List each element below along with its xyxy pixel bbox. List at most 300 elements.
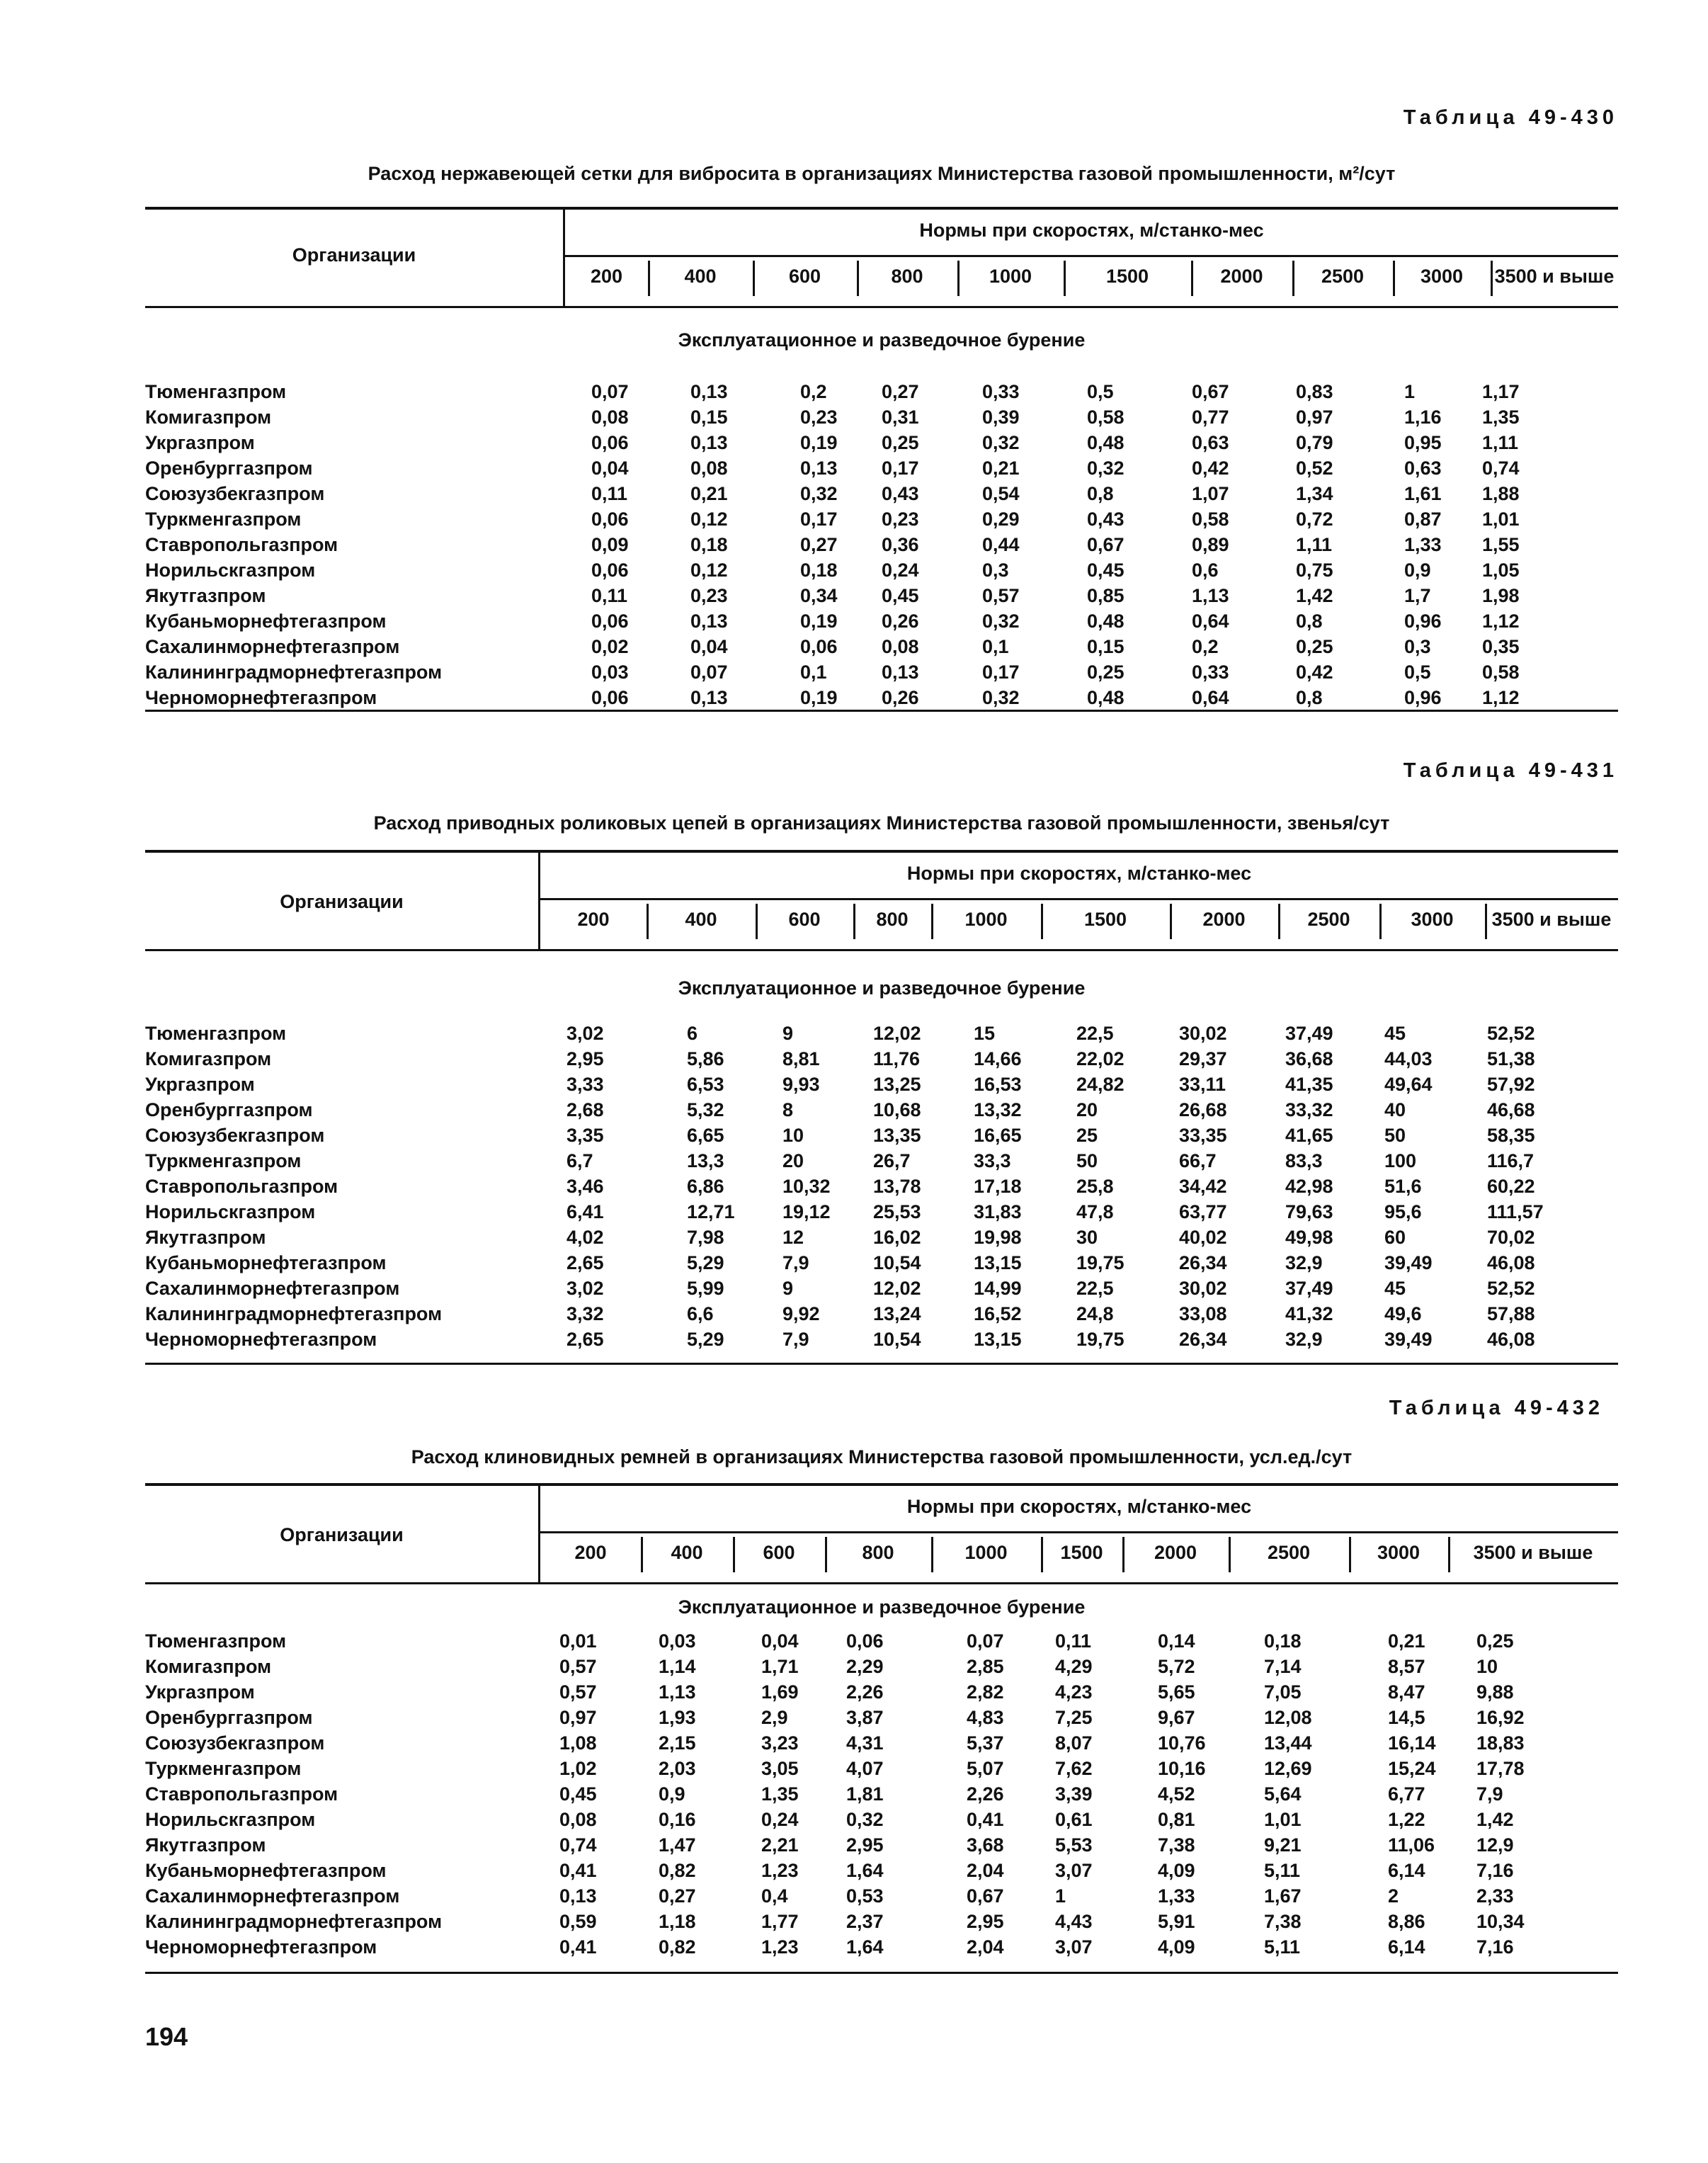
speed-divider	[647, 904, 649, 939]
speed-divider	[853, 904, 855, 939]
table-cell: 7,9	[782, 1252, 809, 1273]
table-cell: 14,5	[1388, 1707, 1425, 1728]
table-cell: 3,23	[761, 1732, 799, 1754]
table-cell: 13,15	[974, 1329, 1022, 1350]
table-cell: 33,11	[1179, 1074, 1226, 1095]
table-cell: 1,67	[1264, 1885, 1302, 1907]
table-cell: 6,14	[1388, 1936, 1425, 1958]
organization-name: Укргазпром	[145, 1074, 255, 1095]
table-cell: 0,15	[690, 407, 728, 428]
table-cell: 0,18	[1264, 1630, 1302, 1652]
speed-header-6: 1500	[1083, 909, 1127, 930]
table-cell: 0,23	[690, 585, 728, 606]
organization-name: Якутгазпром	[145, 1834, 266, 1856]
table-cell: 0,61	[1055, 1809, 1093, 1830]
table-cell: 1,64	[846, 1936, 884, 1958]
table-cell: 58,35	[1487, 1125, 1535, 1146]
table-cell: 0,64	[1192, 687, 1229, 708]
table-cell: 66,7	[1179, 1150, 1217, 1171]
table-cell: 1,93	[659, 1707, 696, 1728]
table-cell: 5,91	[1158, 1911, 1195, 1932]
bottom-rule	[145, 1363, 1618, 1365]
table-cell: 10,16	[1158, 1758, 1206, 1779]
table-cell: 33,08	[1179, 1303, 1227, 1324]
organization-name: Сахалинморнефтегазпром	[145, 1885, 400, 1907]
speed-header-8: 2500	[1267, 1542, 1311, 1563]
speed-header-10: 3500 и выше	[1491, 909, 1612, 930]
table-label: Таблица 49-431	[1403, 759, 1618, 782]
speed-header-2: 400	[671, 1542, 703, 1563]
table-cell: 116,7	[1487, 1150, 1535, 1171]
table-cell: 100	[1384, 1150, 1417, 1171]
table-cell: 3,35	[567, 1125, 604, 1146]
table-cell: 1,61	[1404, 483, 1442, 504]
table-cell: 40	[1384, 1099, 1406, 1120]
organization-name: Якутгазпром	[145, 585, 266, 606]
table-cell: 24,82	[1076, 1074, 1125, 1095]
table-row	[145, 534, 1618, 560]
table-row	[145, 1885, 1618, 1911]
table-cell: 0,06	[800, 636, 838, 657]
organization-name: Калининградморнефтегазпром	[145, 662, 443, 683]
norms-header: Нормы при скоростях, м/станко-мес	[906, 863, 1252, 884]
table-cell: 0,3	[1404, 636, 1431, 657]
table-cell: 1,01	[1482, 509, 1520, 530]
table-cell: 46,08	[1487, 1252, 1535, 1273]
table-cell: 3,07	[1055, 1936, 1093, 1958]
table-row	[145, 407, 1618, 432]
table-cell: 0,87	[1404, 509, 1442, 530]
norms-subrule	[540, 898, 1618, 900]
section-label: Эксплуатационное и разведочное бурение	[678, 1596, 1086, 1618]
table-cell: 3,68	[967, 1834, 1004, 1856]
table-cell: 0,25	[1296, 636, 1333, 657]
speed-divider	[1229, 1537, 1231, 1572]
speed-divider	[641, 1537, 643, 1572]
organization-name: Тюменгазпром	[145, 1630, 287, 1652]
table-cell: 6,7	[567, 1150, 593, 1171]
header-bottom-rule	[145, 949, 1618, 951]
speed-header-7: 2000	[1220, 266, 1263, 287]
organization-name: Ставропольгазпром	[145, 1176, 338, 1197]
table-cell: 0,27	[882, 381, 919, 402]
table-cell: 6,65	[687, 1125, 724, 1146]
table-cell: 60	[1384, 1227, 1406, 1248]
table-cell: 1,05	[1482, 560, 1520, 581]
table-cell: 20	[782, 1150, 804, 1171]
organization-name: Норильскгазпром	[145, 560, 316, 581]
norms-header: Нормы при скоростях, м/станко-мес	[919, 220, 1264, 241]
table-cell: 19,98	[974, 1227, 1022, 1248]
table-cell: 0,21	[690, 483, 728, 504]
organization-name: Ставропольгазпром	[145, 534, 338, 555]
organization-name: Туркменгазпром	[145, 509, 302, 530]
speed-divider	[1448, 1537, 1450, 1572]
table-cell: 2,68	[567, 1099, 604, 1120]
table-cell: 37,49	[1285, 1278, 1333, 1299]
table-cell: 5,86	[687, 1048, 724, 1069]
table-cell: 0,13	[690, 381, 728, 402]
table-row	[145, 611, 1618, 636]
table-cell: 7,9	[1476, 1783, 1503, 1805]
speed-divider	[1292, 261, 1294, 296]
table-cell: 0,29	[982, 509, 1020, 530]
table-cell: 5,72	[1158, 1656, 1195, 1677]
table-cell: 0,11	[591, 585, 628, 606]
table-cell: 0,8	[1296, 611, 1323, 632]
table-cell: 14,99	[974, 1278, 1022, 1299]
table-cell: 10	[782, 1125, 804, 1146]
table-row	[145, 1099, 1618, 1125]
table-cell: 0,21	[982, 458, 1020, 479]
table-cell: 0,57	[559, 1656, 597, 1677]
speed-header-9: 3000	[1420, 266, 1464, 287]
speed-header-1: 200	[590, 266, 623, 287]
table-cell: 0,41	[559, 1936, 597, 1958]
table-cell: 5,29	[687, 1329, 724, 1350]
table-cell: 1,55	[1482, 534, 1520, 555]
table-cell: 4,07	[846, 1758, 884, 1779]
table-label: Таблица 49-430	[1403, 106, 1618, 129]
table-cell: 3,05	[761, 1758, 799, 1779]
table-row	[145, 1732, 1618, 1758]
table-cell: 10,54	[873, 1252, 921, 1273]
table-cell: 0,39	[982, 407, 1020, 428]
table-cell: 9,67	[1158, 1707, 1195, 1728]
table-cell: 26,34	[1179, 1329, 1227, 1350]
table-cell: 49,64	[1384, 1074, 1433, 1095]
table-cell: 0,77	[1192, 407, 1229, 428]
table-cell: 5,32	[687, 1099, 724, 1120]
bottom-rule	[145, 1972, 1618, 1974]
organization-name: Сахалинморнефтегазпром	[145, 636, 400, 657]
table-cell: 1,11	[1296, 534, 1333, 555]
table-cell: 0,5	[1087, 381, 1114, 402]
table-cell: 0,13	[690, 432, 728, 453]
speed-header-2: 400	[684, 266, 717, 287]
table-cell: 0,83	[1296, 381, 1333, 402]
table-row	[145, 636, 1618, 662]
table-cell: 34,42	[1179, 1176, 1227, 1197]
table-cell: 31,83	[974, 1201, 1022, 1222]
table-cell: 2,26	[967, 1783, 1004, 1805]
table-cell: 32,9	[1285, 1252, 1323, 1273]
table-row	[145, 1329, 1618, 1354]
table-row	[145, 1048, 1618, 1074]
table-cell: 9,93	[782, 1074, 820, 1095]
organization-name: Союзузбекгазпром	[145, 1125, 325, 1146]
table-cell: 0,96	[1404, 687, 1442, 708]
speed-header-4: 800	[862, 1542, 894, 1563]
table-cell: 0,17	[882, 458, 919, 479]
table-cell: 0,03	[591, 662, 629, 683]
table-cell: 0,8	[1087, 483, 1114, 504]
table-cell: 0,67	[1192, 381, 1229, 402]
table-cell: 0,74	[559, 1834, 597, 1856]
table-cell: 7,62	[1055, 1758, 1093, 1779]
table-cell: 0,23	[800, 407, 838, 428]
table-cell: 1,18	[659, 1911, 696, 1932]
speed-divider	[756, 904, 758, 939]
table-cell: 7,38	[1264, 1911, 1302, 1932]
table-cell: 19,12	[782, 1201, 831, 1222]
top-rule	[145, 1483, 1618, 1486]
table-cell: 45	[1384, 1278, 1406, 1299]
speed-divider	[1278, 904, 1280, 939]
table-cell: 47,8	[1076, 1201, 1114, 1222]
speed-header-3: 600	[788, 909, 821, 930]
table-cell: 0,64	[1192, 611, 1229, 632]
table-cell: 0,04	[591, 458, 629, 479]
table-cell: 0,58	[1087, 407, 1125, 428]
table-cell: 29,37	[1179, 1048, 1227, 1069]
table-row	[145, 1278, 1618, 1303]
table-cell: 0,63	[1192, 432, 1229, 453]
table-row	[145, 1630, 1618, 1656]
table-row	[145, 1023, 1618, 1048]
table-cell: 7,05	[1264, 1681, 1302, 1703]
table-row	[145, 1834, 1618, 1860]
table-cell: 0,52	[1296, 458, 1333, 479]
table-cell: 0,57	[559, 1681, 597, 1703]
speed-header-7: 2000	[1202, 909, 1246, 930]
table-cell: 13,44	[1264, 1732, 1312, 1754]
table-cell: 0,12	[690, 509, 728, 530]
table-row	[145, 1227, 1618, 1252]
table-cell: 0,32	[846, 1809, 884, 1830]
speed-header-6: 1500	[1060, 1542, 1103, 1563]
table-cell: 0,33	[1192, 662, 1229, 683]
table-cell: 6,53	[687, 1074, 724, 1095]
organization-name: Комигазпром	[145, 1048, 272, 1069]
table-cell: 1	[1404, 381, 1416, 402]
table-cell: 1,81	[846, 1783, 884, 1805]
speed-header-10: 3500 и выше	[1473, 1542, 1593, 1563]
table-row	[145, 1758, 1618, 1783]
table-cell: 4,52	[1158, 1783, 1195, 1805]
table-cell: 5,07	[967, 1758, 1004, 1779]
organization-name: Сахалинморнефтегазпром	[145, 1278, 400, 1299]
table-cell: 0,9	[659, 1783, 685, 1805]
table-cell: 0,5	[1404, 662, 1431, 683]
table-cell: 30,02	[1179, 1023, 1227, 1044]
table-cell: 1,17	[1482, 381, 1520, 402]
table-cell: 3,39	[1055, 1783, 1093, 1805]
table-cell: 0,21	[1388, 1630, 1425, 1652]
table-cell: 0,03	[659, 1630, 696, 1652]
speed-divider	[1064, 261, 1066, 296]
table-cell: 10,68	[873, 1099, 921, 1120]
table-cell: 12,02	[873, 1278, 921, 1299]
top-rule	[145, 207, 1618, 210]
table-cell: 10,32	[782, 1176, 831, 1197]
table-cell: 24,8	[1076, 1303, 1114, 1324]
table-cell: 8,57	[1388, 1656, 1425, 1677]
table-cell: 30	[1076, 1227, 1098, 1248]
table-cell: 0,2	[1192, 636, 1219, 657]
speed-header-2: 400	[685, 909, 717, 930]
table-cell: 111,57	[1487, 1201, 1544, 1222]
table-cell: 0,54	[982, 483, 1020, 504]
table-cell: 2,95	[567, 1048, 604, 1069]
table-cell: 0,23	[882, 509, 919, 530]
table-cell: 8	[782, 1099, 794, 1120]
table-cell: 0,53	[846, 1885, 884, 1907]
organization-name: Норильскгазпром	[145, 1201, 316, 1222]
organization-name: Якутгазпром	[145, 1227, 266, 1248]
table-row	[145, 509, 1618, 534]
table-cell: 0,75	[1296, 560, 1333, 581]
table-cell: 15,24	[1388, 1758, 1436, 1779]
table-cell: 1,34	[1296, 483, 1333, 504]
table-cell: 2,04	[967, 1860, 1004, 1881]
table-cell: 0,58	[1482, 662, 1520, 683]
table-cell: 0,27	[659, 1885, 696, 1907]
table-title: Расход приводных роликовых цепей в организациях Министерства газовой промышленности, звенья/сут	[373, 812, 1390, 834]
table-cell: 0,44	[982, 534, 1020, 555]
table-cell: 12,71	[687, 1201, 735, 1222]
speed-header-3: 600	[763, 1542, 795, 1563]
table-cell: 15	[974, 1023, 996, 1044]
speed-header-8: 2500	[1321, 266, 1365, 287]
table-cell: 13,25	[873, 1074, 921, 1095]
table-cell: 9,21	[1264, 1834, 1302, 1856]
table-cell: 1	[1055, 1885, 1066, 1907]
table-cell: 0,19	[800, 432, 838, 453]
table-cell: 0,32	[800, 483, 838, 504]
table-cell: 2,21	[761, 1834, 799, 1856]
table-cell: 1,88	[1482, 483, 1520, 504]
table-49-432	[145, 1397, 1618, 1977]
table-cell: 3,02	[567, 1278, 604, 1299]
table-row	[145, 687, 1618, 713]
table-cell: 1,64	[846, 1860, 884, 1881]
table-cell: 0,24	[882, 560, 919, 581]
table-cell: 0,08	[882, 636, 919, 657]
table-cell: 0,02	[591, 636, 629, 657]
table-cell: 22,5	[1076, 1023, 1114, 1044]
speed-divider	[1122, 1537, 1125, 1572]
table-cell: 0,33	[982, 381, 1020, 402]
table-cell: 1,07	[1192, 483, 1229, 504]
table-cell: 1,14	[659, 1656, 696, 1677]
organization-name: Калининградморнефтегазпром	[145, 1911, 443, 1932]
table-cell: 0,08	[559, 1809, 597, 1830]
table-cell: 2,95	[846, 1834, 884, 1856]
table-cell: 52,52	[1487, 1023, 1535, 1044]
table-cell: 0,07	[967, 1630, 1004, 1652]
table-cell: 7,25	[1055, 1707, 1093, 1728]
table-cell: 16,92	[1476, 1707, 1525, 1728]
table-cell: 46,08	[1487, 1329, 1535, 1350]
speed-header-8: 2500	[1307, 909, 1350, 930]
table-cell: 0,82	[659, 1936, 696, 1958]
speed-divider	[1349, 1537, 1351, 1572]
table-cell: 0,2	[800, 381, 827, 402]
table-cell: 4,83	[967, 1707, 1004, 1728]
table-cell: 17,18	[974, 1176, 1022, 1197]
table-cell: 1,42	[1476, 1809, 1514, 1830]
table-cell: 33,32	[1285, 1099, 1333, 1120]
speed-divider	[1485, 904, 1487, 939]
table-cell: 11,76	[873, 1048, 921, 1069]
table-cell: 0,41	[967, 1809, 1004, 1830]
table-cell: 0,67	[967, 1885, 1004, 1907]
table-row	[145, 1860, 1618, 1885]
table-cell: 2,15	[659, 1732, 696, 1754]
table-cell: 0,17	[982, 662, 1020, 683]
organization-name: Тюменгазпром	[145, 1023, 287, 1044]
table-cell: 83,3	[1285, 1150, 1323, 1171]
speed-divider	[825, 1537, 827, 1572]
table-cell: 6,86	[687, 1176, 724, 1197]
table-cell: 0,45	[882, 585, 919, 606]
table-cell: 0,17	[800, 509, 838, 530]
table-cell: 26,7	[873, 1150, 911, 1171]
table-cell: 2	[1388, 1885, 1399, 1907]
table-cell: 4,02	[567, 1227, 604, 1248]
table-cell: 22,5	[1076, 1278, 1114, 1299]
table-cell: 10,76	[1158, 1732, 1206, 1754]
header-bottom-rule	[145, 1582, 1618, 1584]
table-cell: 1,16	[1404, 407, 1442, 428]
table-cell: 6,6	[687, 1303, 714, 1324]
table-cell: 0,45	[1087, 560, 1125, 581]
table-cell: 5,64	[1264, 1783, 1302, 1805]
table-cell: 5,11	[1264, 1860, 1301, 1881]
table-cell: 0,35	[1482, 636, 1520, 657]
table-cell: 0,82	[659, 1860, 696, 1881]
table-cell: 7,16	[1476, 1860, 1514, 1881]
table-cell: 0,43	[882, 483, 919, 504]
table-row	[145, 1656, 1618, 1681]
table-cell: 6,41	[567, 1201, 604, 1222]
table-cell: 0,63	[1404, 458, 1442, 479]
table-row	[145, 432, 1618, 458]
organization-name: Норильскгазпром	[145, 1809, 316, 1830]
table-cell: 44,03	[1384, 1048, 1433, 1069]
table-cell: 26,68	[1179, 1099, 1227, 1120]
table-cell: 25	[1076, 1125, 1098, 1146]
table-cell: 36,68	[1285, 1048, 1333, 1069]
table-cell: 0,96	[1404, 611, 1442, 632]
table-cell: 9,88	[1476, 1681, 1514, 1703]
table-cell: 4,09	[1158, 1860, 1195, 1881]
organization-name: Союзузбекгазпром	[145, 1732, 325, 1754]
table-cell: 8,81	[782, 1048, 820, 1069]
speed-divider	[1191, 261, 1193, 296]
table-cell: 0,31	[882, 407, 919, 428]
speed-header-3: 600	[788, 266, 821, 287]
table-cell: 0,11	[591, 483, 628, 504]
table-row	[145, 1125, 1618, 1150]
table-cell: 12,9	[1476, 1834, 1514, 1856]
table-cell: 2,65	[567, 1329, 604, 1350]
table-cell: 1,08	[559, 1732, 597, 1754]
table-cell: 0,48	[1087, 611, 1125, 632]
table-cell: 19,75	[1076, 1329, 1125, 1350]
table-cell: 1,23	[761, 1936, 799, 1958]
table-cell: 22,02	[1076, 1048, 1125, 1069]
table-row	[145, 585, 1618, 611]
table-cell: 32,9	[1285, 1329, 1323, 1350]
table-cell: 0,36	[882, 534, 919, 555]
organization-name: Черноморнефтегазпром	[145, 1936, 377, 1958]
organization-name: Укргазпром	[145, 1681, 255, 1703]
table-cell: 0,32	[982, 687, 1020, 708]
table-row	[145, 1681, 1618, 1707]
speed-divider	[648, 261, 650, 296]
